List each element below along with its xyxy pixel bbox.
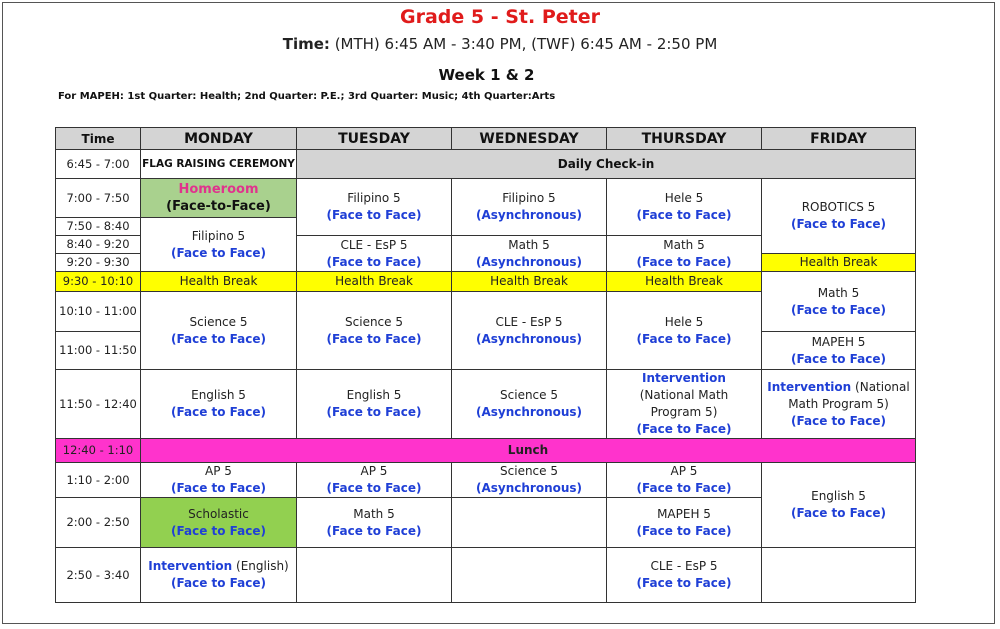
subject: Science 5 [500,388,558,402]
time-slot: 12:40 - 1:10 [56,439,141,463]
mode: (Face to Face) [326,405,422,419]
class-cell [762,370,916,439]
class-cell [141,498,297,548]
subject: Intervention [642,371,726,385]
note: (National Math [639,388,729,402]
subject: ROBOTICS 5 [801,200,876,214]
empty-cell [762,548,916,603]
class-cell [762,272,916,332]
homeroom-mode: (Face-to-Face) [166,199,271,214]
class-cell [607,236,762,272]
note: (English) [232,559,289,573]
subject: Filipino 5 [191,228,246,243]
mode: (Asynchronous) [475,208,583,222]
mode: (Face to Face) [326,523,422,538]
subject: CLE - EsP 5 [340,237,408,252]
subject: English 5 [191,388,246,402]
class-cell [762,463,916,548]
health-break-cell: Health Break [607,272,762,292]
flag-ceremony-cell: FLAG RAISING CEREMONY [141,150,297,179]
time-slot: 2:50 - 3:40 [56,548,141,603]
mode: (Asynchronous) [475,405,583,419]
mode: (Face to Face) [326,331,422,346]
header-time: Time [56,128,141,150]
header-thursday: THURSDAY [607,128,762,150]
empty-cell [297,548,452,603]
table-row [56,272,916,292]
class-cell [452,292,607,370]
mapeh-note: For MAPEH: 1st Quarter: Health; 2nd Quarter: P.E.; 3rd Quarter: Music; 4th Quarter:Arts [58,91,556,102]
subject: AP 5 [360,464,388,478]
mode: (Asynchronous) [475,331,583,346]
table-row [56,439,916,463]
mode: (Face to Face) [791,217,886,231]
class-cell [297,370,452,439]
mode: (Face to Face) [171,576,266,590]
class-cell [452,370,607,439]
class-cell [762,332,916,370]
mode: (Face to Face) [791,351,886,366]
mode: (Face to Face) [171,245,266,260]
header-wednesday: WEDNESDAY [452,128,607,150]
subject: Math 5 [508,237,550,252]
empty-cell [452,548,607,603]
time-value: (MTH) 6:45 AM - 3:40 PM, (TWF) 6:45 AM - 2:50 PM [329,35,718,53]
class-cell [141,218,297,272]
time-slot: 11:00 - 11:50 [56,332,141,370]
class-cell [452,236,607,272]
mode: (Face to Face) [791,302,886,317]
class-cell [607,498,762,548]
health-break-cell: Health Break [762,254,916,272]
class-cell [297,292,452,370]
class-cell [141,370,297,439]
class-cell [607,463,762,498]
table-row [56,179,916,218]
table-row [56,370,916,439]
mode: (Face to Face) [636,523,732,538]
note: (National [851,379,910,394]
subject: AP 5 [205,464,232,478]
mode: (Face to Face) [636,422,732,436]
time-slot: 10:10 - 11:00 [56,292,141,332]
subject: Science 5 [189,314,248,329]
subject: MAPEH 5 [811,334,866,349]
mode: (Face to Face) [171,523,266,538]
class-cell [452,179,607,236]
time-slot: 9:30 - 10:10 [56,272,141,292]
class-cell [141,463,297,498]
subject: Math 5 [817,285,860,300]
note: Math Program 5) [788,396,889,411]
time-slot: 2:00 - 2:50 [56,498,141,548]
class-cell [762,179,916,254]
time-slot: 1:10 - 2:00 [56,463,141,498]
mode: (Face to Face) [326,254,422,269]
homeroom-cell [141,179,297,218]
class-cell [297,236,452,272]
subject: English 5 [346,388,402,402]
daily-checkin-cell: Daily Check-in [297,150,916,179]
mode: (Face to Face) [171,331,266,346]
time-line [0,35,1000,53]
class-cell [452,463,607,498]
note: Program 5) [650,405,718,419]
time-slot: 6:45 - 7:00 [56,150,141,179]
table-row [56,150,916,179]
mode: (Face to Face) [791,413,886,428]
subject: Filipino 5 [502,191,556,205]
mode: (Face to Face) [326,481,422,495]
header-friday: FRIDAY [762,128,916,150]
health-break-cell: Health Break [141,272,297,292]
subject: Scholastic [188,506,249,521]
class-cell [297,498,452,548]
mode: (Face to Face) [636,254,732,269]
time-label: Time: [282,35,330,53]
subject: Math 5 [353,506,395,521]
subject: Science 5 [500,464,558,478]
class-cell [297,463,452,498]
mode: (Face to Face) [326,208,422,222]
schedule-table [55,127,916,603]
header-tuesday: TUESDAY [297,128,452,150]
table-row [56,463,916,498]
subject: Hele 5 [664,314,704,329]
mode: (Asynchronous) [475,254,583,269]
time-slot: 9:20 - 9:30 [56,254,141,272]
mode: (Face to Face) [636,481,732,495]
subject: CLE - EsP 5 [650,559,718,573]
homeroom-label: Homeroom [178,182,259,197]
class-cell [141,548,297,603]
time-slot: 7:50 - 8:40 [56,218,141,236]
mode: (Face to Face) [636,208,732,222]
subject: Intervention [767,379,852,394]
mode: (Asynchronous) [475,481,583,495]
health-break-cell: Health Break [452,272,607,292]
week-heading: Week 1 & 2 [438,66,535,84]
mode: (Face to Face) [171,405,266,419]
health-break-cell: Health Break [297,272,452,292]
subject: Filipino 5 [347,191,401,205]
subject: Intervention [148,559,233,573]
class-cell [141,292,297,370]
class-cell [607,292,762,370]
class-cell [607,370,762,439]
subject: Hele 5 [664,191,704,205]
class-cell [607,548,762,603]
mode: (Face to Face) [636,576,732,590]
subject: MAPEH 5 [657,506,711,521]
subject: CLE - EsP 5 [495,314,563,329]
empty-cell [452,498,607,548]
class-cell [607,179,762,236]
subject: AP 5 [670,464,698,478]
mode: (Face to Face) [791,506,886,520]
class-cell [297,179,452,236]
subject: Math 5 [663,237,705,252]
subject: Science 5 [345,314,403,329]
time-slot: 11:50 - 12:40 [56,370,141,439]
mode: (Face to Face) [171,481,266,495]
header-monday: MONDAY [141,128,297,150]
header-row [56,128,916,150]
time-slot: 8:40 - 9:20 [56,236,141,254]
lunch-cell: Lunch [141,439,916,463]
mode: (Face to Face) [636,331,732,346]
time-slot: 7:00 - 7:50 [56,179,141,218]
subject: English 5 [811,489,866,503]
table-row [56,548,916,603]
page-title: Grade 5 - St. Peter [400,6,600,28]
